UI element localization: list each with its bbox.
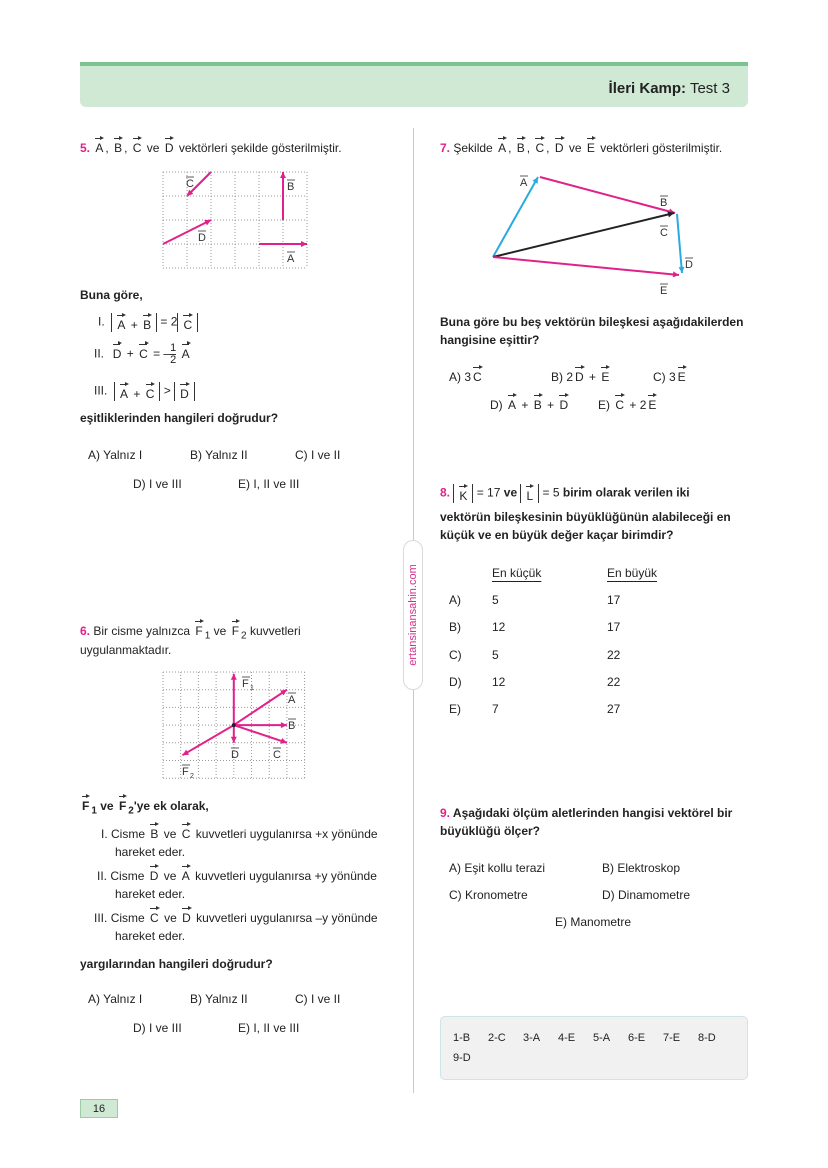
q7-prompt-text: vektörleri gösterilmiştir. — [600, 141, 723, 155]
label-c: C — [186, 178, 194, 190]
subscript-2: 2 — [128, 805, 134, 817]
ve: ve — [163, 827, 177, 841]
vector-d-arrow — [677, 214, 682, 273]
q7-option-e[interactable] — [598, 398, 658, 412]
q8-row-max-value: 22 — [607, 647, 621, 662]
header-title-bold: İleri Kamp: — [608, 80, 687, 97]
plus: + — [589, 370, 597, 384]
vector-b: B — [114, 141, 123, 155]
q7-option-b[interactable] — [551, 370, 611, 384]
vector-2: D — [182, 911, 191, 925]
vector-b-arrow-head — [281, 722, 287, 728]
roman-label: III. — [94, 911, 108, 925]
q7-question-line2: hangisine eşittir? — [440, 333, 540, 347]
option-label: C) 3 — [653, 370, 676, 384]
q5-statement-3 — [94, 382, 195, 401]
roman-1: I. — [98, 314, 105, 329]
q8-header-min: En küçük — [492, 566, 542, 580]
sep: , — [124, 141, 128, 155]
q6-number: 6. — [80, 624, 91, 638]
vector-c: C — [473, 370, 482, 384]
q6-text: kuvvetleri — [249, 624, 301, 638]
vector-d: D — [180, 387, 189, 401]
abs-c — [177, 313, 198, 332]
answer-item: 5-A — [593, 1032, 611, 1044]
answer-item: 7-E — [663, 1032, 681, 1044]
label-d: D — [685, 259, 693, 271]
label-a: A — [288, 694, 296, 706]
q8-row-min-value: 5 — [492, 647, 499, 662]
option-label: B) 2 — [551, 370, 574, 384]
greater-than: > — [163, 383, 171, 398]
vector-k: K — [459, 489, 468, 503]
vector-a: A — [120, 387, 129, 401]
q5-prompt-text: vektörleri şekilde gösterilmiştir. — [178, 141, 342, 155]
q8-row-max-value: 17 — [607, 593, 621, 607]
q9-line1 — [440, 806, 732, 820]
label-f1-sub: 1 — [250, 685, 254, 692]
q8-row-min-value: 7 — [492, 702, 499, 717]
plus: + — [130, 318, 138, 332]
equals-5: = 5 — [542, 485, 560, 500]
q6-option-e[interactable]: E) I, II ve III — [238, 1021, 300, 1035]
vector-d: D — [112, 346, 122, 361]
label-c: C — [273, 749, 281, 761]
label-c: C — [660, 227, 668, 239]
plus: + — [133, 387, 141, 401]
answer-item: 4-E — [558, 1032, 576, 1044]
vector-d: D — [164, 141, 174, 155]
sep: , — [546, 141, 550, 155]
label-f2-sub: 2 — [190, 773, 194, 780]
q5-option-d[interactable]: D) I ve III — [133, 477, 182, 491]
statement-continuation: hareket eder. — [115, 887, 186, 901]
answer-item: 3-A — [523, 1032, 541, 1044]
vector-1: C — [150, 911, 159, 925]
header-title-test: Test 3 — [689, 80, 730, 97]
q9-text: Aşağıdaki ölçüm aletlerinden hangisi vektörel bir — [452, 806, 733, 820]
answer-item: 1-B — [453, 1032, 471, 1044]
q8-line3: küçük ve en büyük değer kaçar birimdir? — [440, 528, 674, 542]
q7-option-d[interactable] — [490, 398, 570, 412]
q9-option-d[interactable]: D) Dinamometre — [602, 888, 691, 902]
vector-2: C — [181, 827, 191, 841]
vector-b-arrow — [540, 177, 675, 213]
option-label: D) — [490, 398, 503, 412]
q9-option-c[interactable]: C) Kronometre — [449, 888, 528, 902]
vector-c: C — [139, 346, 148, 361]
label-a: A — [520, 177, 528, 189]
label-b: B — [288, 720, 296, 732]
abs-d — [174, 382, 195, 401]
vector-f2-arrow — [182, 725, 233, 755]
q5-lead: Buna göre, — [80, 288, 143, 302]
vector-a-arrow-head — [301, 241, 307, 247]
q6-text: Bir cisme yalnızca — [93, 624, 191, 638]
equals-2: = 2 — [160, 314, 178, 329]
vector-e-arrow-head — [673, 271, 679, 277]
option-label: A) 3 — [449, 370, 472, 384]
equals-minus: = – — [153, 346, 171, 361]
q8-row-min-value: 12 — [492, 674, 506, 689]
vector-e: E — [648, 398, 657, 412]
ve: ve — [100, 799, 114, 813]
vector-a-arrow — [493, 177, 538, 257]
vector-a: A — [117, 318, 126, 332]
vector-c-arrow — [234, 725, 287, 743]
q5-option-e[interactable]: E) I, II ve III — [238, 477, 300, 491]
q7-question-line1: Buna göre bu beş vektörün bileşkesi aşağıdakilerden — [440, 315, 744, 329]
abs-a-plus-c — [114, 382, 160, 401]
q8-line1 — [440, 484, 690, 503]
ve: ve — [213, 624, 227, 638]
page-header — [80, 62, 748, 107]
vector-d: D — [554, 141, 564, 155]
statement-continuation: hareket eder. — [115, 929, 186, 943]
ve: ve — [568, 141, 582, 155]
vector-e-arrow — [493, 257, 679, 275]
roman-3: III. — [94, 383, 108, 398]
label-a: A — [287, 253, 295, 265]
q5-number: 5. — [80, 141, 91, 155]
q7-option-a[interactable] — [449, 370, 484, 384]
vector-c: C — [145, 387, 155, 401]
vector-c: C — [183, 318, 193, 332]
vector-d-arrow-head — [679, 267, 685, 273]
q8-row-option-label[interactable]: E) — [449, 702, 461, 717]
q7-option-c[interactable] — [653, 370, 688, 384]
label-f1: F — [242, 678, 249, 690]
ve: ve — [503, 485, 518, 500]
q9-number: 9. — [440, 806, 451, 820]
answer-item: 9-D — [453, 1052, 471, 1064]
subscript-1: 1 — [204, 630, 211, 642]
roman-label: I. — [101, 827, 108, 841]
label-e: E — [660, 285, 668, 297]
vector-d: D — [575, 370, 584, 384]
vector-e: E — [586, 141, 595, 155]
statement-continuation: hareket eder. — [115, 845, 186, 859]
vector-c: C — [535, 141, 545, 155]
q8-row-max-value: 17 — [607, 620, 621, 635]
q5-option-a[interactable]: A) Yalnız I — [88, 448, 143, 462]
subscript-2: 2 — [241, 630, 247, 642]
q8-header-max: En büyük — [607, 566, 658, 580]
vector-a: A — [95, 141, 104, 155]
lead-tail: 'ye ek olarak, — [133, 799, 209, 813]
q5-option-c[interactable]: C) I ve II — [295, 448, 341, 462]
q7-vector-diagram — [480, 165, 710, 300]
vector-a: A — [498, 141, 507, 155]
q6-option-b[interactable]: B) Yalnız II — [190, 992, 248, 1006]
vector-b: B — [516, 141, 525, 155]
ve: ve — [146, 141, 160, 155]
abs-k — [453, 484, 473, 503]
subscript-1: 1 — [91, 805, 97, 817]
vector-1: B — [150, 827, 159, 841]
label-b: B — [660, 197, 668, 209]
vector-f1-arrow-head — [231, 674, 237, 680]
vector-d-arrow-head — [231, 737, 237, 743]
q7-number: 7. — [440, 141, 451, 155]
abs-l — [520, 484, 539, 503]
q8-line2: vektörün bileşkesinin büyüklüğünün alabileceği en — [440, 510, 731, 524]
ve: ve — [163, 869, 177, 883]
q8-row-option-label[interactable]: C) — [449, 647, 462, 662]
abs-a-plus-b — [111, 313, 157, 332]
roman-2: II. — [94, 346, 105, 361]
statement-text: Cisme — [110, 911, 145, 925]
q8-text: birim olarak verilen iki — [562, 485, 690, 500]
vector-c: C — [615, 398, 625, 412]
q8-number: 8. — [440, 485, 451, 500]
answer-key — [440, 1016, 748, 1080]
vector-a: A — [181, 346, 190, 361]
answer-item: 8-D — [698, 1032, 716, 1044]
q5-statement-1 — [98, 313, 198, 332]
statement-text: Cisme — [110, 869, 145, 883]
q6-force-grid — [162, 671, 308, 781]
option-label: E) — [598, 398, 610, 412]
plus-two: + 2 — [629, 398, 647, 412]
vector-d: D — [559, 398, 569, 412]
q8-row-max-value: 22 — [607, 674, 621, 689]
q8-row-option-label[interactable]: B) — [449, 620, 461, 635]
q5-prompt — [80, 141, 342, 155]
vector-c-arrow — [493, 213, 674, 257]
label-d: D — [198, 232, 206, 244]
q6-statement-1 — [101, 827, 378, 841]
q7-lead: Şekilde — [453, 141, 493, 155]
statement-text: Cisme — [111, 827, 146, 841]
q8-row-option-label[interactable]: A) — [449, 593, 461, 607]
vector-b-arrow-head — [280, 172, 286, 178]
q6-statement-3 — [94, 911, 378, 925]
watermark-text: ertansinansahin.com — [407, 564, 419, 666]
vector-f2: F — [231, 624, 240, 638]
q9-option-a[interactable]: A) Eşit kollu terazi — [449, 861, 546, 875]
vector-f1: F — [82, 799, 90, 813]
vector-c-arrow-head — [280, 738, 287, 744]
origin-point — [232, 723, 236, 727]
vector-e: E — [677, 370, 686, 384]
label-f2: F — [182, 766, 189, 778]
vector-2: A — [181, 869, 190, 883]
q5-question: eşitliklerinden hangileri doğrudur? — [80, 411, 279, 425]
q9-line2: büyüklüğü ölçer? — [440, 824, 541, 838]
vector-1: D — [149, 869, 159, 883]
q6-text-line2: uygulanmaktadır. — [80, 643, 172, 657]
statement-text: kuvvetleri uygulanırsa +x yönünde — [195, 827, 378, 841]
q5-statement-2 — [94, 343, 192, 366]
q6-option-d[interactable]: D) I ve III — [133, 1021, 182, 1035]
numerator: 1 — [170, 342, 177, 354]
header-title — [609, 80, 730, 97]
q8-row-option-label[interactable]: D) — [449, 674, 462, 689]
q9-option-b[interactable]: B) Elektroskop — [602, 861, 681, 875]
vector-f1: F — [195, 624, 203, 638]
vector-b: B — [143, 318, 152, 332]
watermark — [403, 540, 423, 690]
q7-prompt — [440, 141, 722, 155]
label-d: D — [231, 749, 239, 761]
plus: + — [521, 398, 529, 412]
q8-row-max-value: 27 — [607, 702, 621, 717]
equals-17: = 17 — [476, 485, 501, 500]
vector-f2: F — [118, 799, 127, 813]
denominator: 2 — [170, 354, 177, 366]
q6-statement-2 — [97, 869, 377, 883]
sep: , — [105, 141, 109, 155]
vector-b: B — [533, 398, 542, 412]
statement-text: kuvvetleri uygulanırsa –y yönünde — [196, 911, 378, 925]
sep: , — [508, 141, 512, 155]
plus: + — [547, 398, 555, 412]
q6-option-a[interactable]: A) Yalnız I — [88, 992, 143, 1006]
fraction-half — [170, 343, 176, 366]
vector-e: E — [601, 370, 610, 384]
label-b: B — [287, 181, 295, 193]
q5-option-b[interactable]: B) Yalnız II — [190, 448, 248, 462]
answer-item: 6-E — [628, 1032, 646, 1044]
roman-label: II. — [97, 869, 108, 883]
q8-row-min-value: 5 — [492, 593, 499, 607]
answer-item: 2-C — [488, 1032, 506, 1044]
q6-prompt — [80, 624, 301, 641]
q6-question: yargılarından hangileri doğrudur? — [80, 957, 273, 971]
sep: , — [526, 141, 531, 155]
vector-c: C — [132, 141, 142, 155]
ve: ve — [164, 911, 177, 925]
q6-lead — [80, 799, 209, 816]
q6-option-c[interactable]: C) I ve II — [295, 992, 341, 1006]
statement-text: kuvvetleri uygulanırsa +y yönünde — [195, 869, 377, 883]
q9-option-e[interactable]: E) Manometre — [555, 915, 632, 929]
q8-row-min-value: 12 — [492, 620, 506, 635]
q5-vector-grid — [162, 171, 308, 269]
page-number: 16 — [80, 1099, 118, 1118]
vector-l: L — [526, 489, 534, 503]
plus: + — [126, 346, 134, 361]
vector-a: A — [508, 398, 517, 412]
